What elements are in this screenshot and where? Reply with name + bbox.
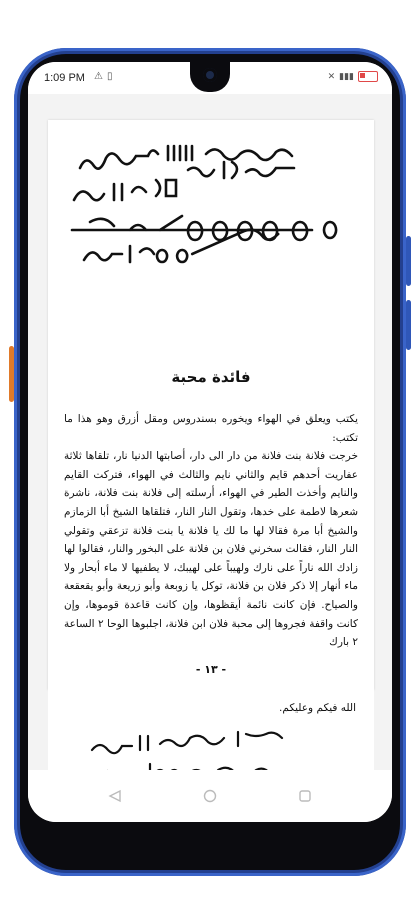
power-button[interactable] — [9, 346, 14, 402]
signal-icon: ▮▮▮ — [339, 71, 354, 82]
clipboard-icon: ▯ — [106, 71, 117, 82]
nav-home-icon[interactable] — [203, 789, 217, 803]
page2-text: الله فيكم وعليكم. — [279, 702, 356, 714]
document-body — [64, 410, 358, 652]
volume-down-button[interactable] — [406, 300, 411, 350]
status-right-icons — [328, 71, 378, 82]
status-bar — [28, 62, 392, 94]
page-number: - ١٣ - — [195, 663, 227, 676]
volume-up-button[interactable] — [406, 236, 411, 286]
mute-icon: ✕ — [327, 71, 336, 82]
talisman-handwriting — [60, 130, 362, 275]
paragraph: خرجت فلانة بنت فلانة من دار الى دار، أصابتها الدنيا نار، تلقاها ثلاثة عفاريت أحدهم قايم والثاني نايم والثالث في الهواء، فتركت القايم والنايم وأخذت الطير في الهواء، أرسلته إلى فلانة بنت فلانة، ناشرة شعرها لاطمة على خدها، وتقول النار النار، فتلقاها الشيخ أبا الزمازم والشيخ أبا مرة فقالا لها ما لك يا فلانة يا بنت فلانة تزعقي وتقولي النار النار، فقالت سخرني فلان بن فلانة على البخور والنار، فقالوا لها زادك الله ناراً على نارك ولهيباً على لهيبك، لا يطفيها لا ماء أبحار ولا ماء أنهار إلا ذكر فلان بن فلانة، توكل يا زوبعة وأبو زريعة وأبو يقعقعة والصياح. فإن كانت نائمة أيقظوها، وإن كانت قاعدة قوموها، وإن كانت واقفة فجروها إلى محبة فلان ابن فلانة، اجلبوها الوحا ٢ الساعة ٢ بارك — [64, 450, 358, 649]
nav-recents-icon[interactable] — [298, 789, 312, 803]
battery-icon — [358, 71, 378, 82]
document-title: فائدة محبة — [171, 368, 251, 386]
paragraph: يكتب ويعلق في الهواء ويخوره بسندروس ومقل أزرق وهو هذا ما تكتب: — [64, 413, 358, 444]
nav-back-icon[interactable] — [108, 789, 122, 803]
front-camera-icon — [203, 68, 217, 82]
navigation-bar — [28, 770, 392, 822]
book-page[interactable] — [48, 120, 374, 690]
status-time: 1:09 PM — [44, 72, 85, 84]
warning-icon: ⚠ — [94, 71, 107, 82]
phone-screen — [28, 62, 392, 822]
status-left-icons — [94, 71, 116, 82]
